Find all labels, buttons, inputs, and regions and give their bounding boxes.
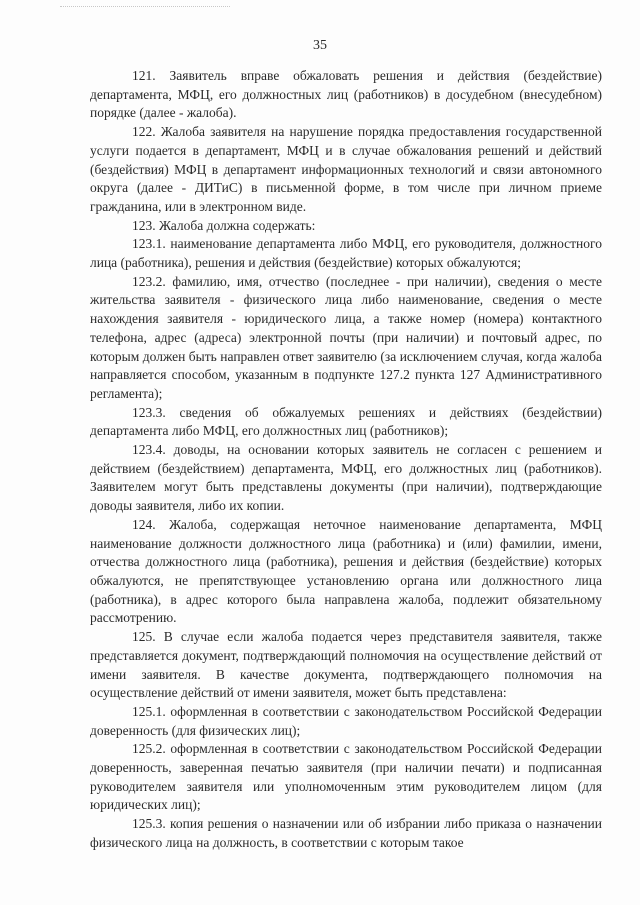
- paragraph-121: 121. Заявитель вправе обжаловать решения и действия (бездействие) департамента, МФЦ, его должностных лиц (работников) в досудебном (внесудебном) порядке (далее - жалоба).: [90, 68, 602, 121]
- paragraph-123-3: 123.3. сведения об обжалуемых решениях и действиях (бездействии) департамента либо МФЦ, его должностных лиц (работников);: [90, 404, 602, 439]
- paragraph-125-3: 125.3. копия решения о назначении или об избрании либо приказа о назначении физического лица на должность, в соответствии с которым такое: [90, 816, 602, 850]
- scan-artifact: [60, 0, 230, 7]
- document-body: [90, 67, 602, 853]
- paragraph-123-4: 123.4. доводы, на основании которых заявитель не согласен с решением и действием (бездействием) департамента, МФЦ, его должностных лиц (работников). Заявителем могут быть представлены документы (при наличии), подтверждающие доводы заявителя, либо их копии.: [90, 442, 602, 514]
- paragraph-124: 124. Жалоба, содержащая неточное наименование департамента, МФЦ наименование должности должностного лица (работника) и (или) фамилии, имени, отчества должностного лица (работника), решения и действия (бездействие) которых обжалуются, не препятствующее установлению органа или должностного лица (работника), в адрес которого была направлена жалоба, подлежит обязательному рассмотрению.: [90, 516, 602, 626]
- paragraph-125: 125. В случае если жалоба подается через представителя заявителя, также представляется документ, подтверждающий полномочия на осуществление действий от имени заявителя. В качестве документа, подтверждающего полномочия на осуществление действий от имени заявителя, может быть представлена:: [90, 629, 602, 701]
- paragraph-123-1: 123.1. наименование департамента либо МФЦ, его руководителя, должностного лица (работника), решения и действия (бездействие) которых обжалуются;: [90, 236, 602, 271]
- paragraph-125-2: 125.2. оформленная в соответствии с законодательством Российской Федерации доверенность, заверенная печатью заявителя (при наличии печати) и подписанная руководителем заявителя или уполномоченным этим руководителем лицом (для юридических лиц);: [90, 741, 602, 813]
- paragraph-122: 122. Жалоба заявителя на нарушение порядка предоставления государственной услуги подается в департамент, МФЦ и в случае обжалования решений и действий (бездействия) МФЦ в департамент информационных технологий и связи автономного округа (далее - ДИТиС) в письменной форме, в том числе при личном приеме гражданина, или в электронном виде.: [90, 124, 602, 214]
- paragraph-125-1: 125.1. оформленная в соответствии с законодательством Российской Федерации доверенность (для физических лиц);: [90, 703, 602, 738]
- paragraph-123: 123. Жалоба должна содержать:: [132, 217, 316, 233]
- page-number: 35: [313, 38, 327, 53]
- paragraph-123-2: 123.2. фамилию, имя, отчество (последнее - при наличии), сведения о месте жительства заявителя - физического лица либо наименование, сведения о месте нахождения заявителя - юридического лица, а также номер (номера) контактного телефона, адрес (адреса) электронной почты (при наличии) и почтовый адрес, по которым должен быть направлен ответ заявителю (за исключением случая, когда жалоба направляется способом, указанным в подпункте 127.2 пункта 127 Административного регламента);: [90, 273, 602, 401]
